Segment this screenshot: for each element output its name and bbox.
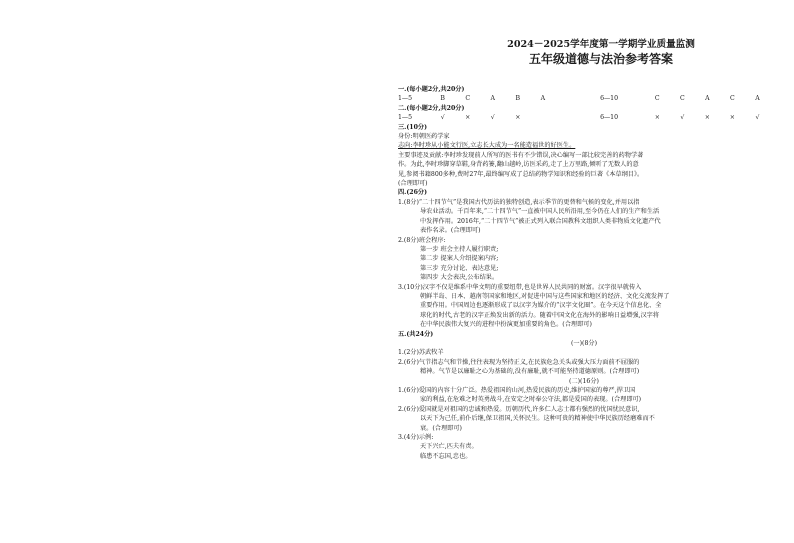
answer-cell: √	[755, 114, 760, 122]
answer-cell: B	[440, 95, 445, 103]
section-3-header: 三.(10分)	[398, 123, 427, 131]
answer-cell: C	[465, 95, 471, 103]
section-4-header: 四.(26分)	[398, 189, 427, 197]
range-label: 6—10	[600, 95, 619, 103]
text-line: 2.(6分)气节指志气和节操,往往表现为坚持正义,在民族危急关头或强大压力面前不屈服的	[398, 358, 640, 366]
answer-cell: C	[679, 95, 685, 103]
text-line: 重要作用。中国周边也逐渐形成了以汉字为媒介的“汉字文化圈”。在今天这个信息化、全	[420, 302, 662, 310]
answer-cell: C	[730, 95, 735, 103]
answer-cell: A	[755, 95, 760, 103]
part-2-header: (二)(16分)	[569, 377, 599, 385]
text-line: 导农业活动。千百年来,“二十四节气”一直被中国人民所沿用,至今仍在人们的生产和生活	[420, 208, 660, 216]
step-line: 第三步 充分讨论、表达意见;	[420, 264, 499, 272]
text-line: 中发挥作用。2016年,“二十四节气”被正式列入联合国教科文组织人类非物质文化遗产代	[420, 217, 661, 225]
text-line: (合理即可)	[398, 180, 428, 188]
text-line: 表作名录。(合理即可)	[420, 227, 481, 235]
range-label: 6—10	[600, 114, 619, 122]
section-2-answers	[398, 113, 770, 122]
text-line: 1.(6分)爱国的内容十分广泛。热爱祖国的山河,热爱民族的历史,维护国家的尊严,捍卫国	[398, 387, 636, 394]
section-1-header: 一.(每小题2分,共20分)	[398, 86, 465, 93]
text-line: 3.(4分)示例:	[398, 434, 434, 442]
example-line: 临患不忘国,忠也。	[420, 452, 472, 460]
range-label: 1—5	[398, 114, 413, 122]
document-subtitle: 五年级道德与法治参考答案	[528, 52, 673, 66]
answer-content	[398, 38, 770, 461]
answer-cell: ×	[729, 114, 735, 122]
text-line: 在中华民族伟大复兴的进程中扮演更加重要的角色。(合理即可)	[420, 321, 592, 329]
answer-cell: ×	[704, 114, 710, 122]
answer-cell: ×	[654, 114, 660, 122]
answer-cell: √	[440, 114, 445, 122]
section-5-header: 五.(共24分)	[398, 330, 434, 338]
text-line: 3.(10分)汉字不仅是维系中华文明的重要纽带,也是世界人民共同的财富。汉字很早就传入	[398, 283, 642, 291]
text-line: 主要事迹及贡献:李时珍发现前人所写的医书有不少错误,决心编写一部比较完善的药物学著	[398, 151, 644, 159]
step-line: 第一步 班会主持人履行职责;	[420, 245, 499, 253]
range-label: 1—5	[398, 95, 413, 103]
answer-cell: B	[515, 95, 521, 103]
answer-cell: A	[705, 95, 710, 103]
answer-cell: A	[490, 95, 495, 103]
answer-cell: ×	[515, 114, 521, 122]
answer-cell: C	[654, 95, 660, 103]
text-line: 作。为此,李时珍脚穿草鞋,身背药篓,翻山越岭,访医采药,走了上万里路,倾听了无数人的意	[398, 161, 639, 169]
answer-cell: ×	[465, 114, 471, 122]
ambition-line: 志向:李时珍从小能文行医,立志长大成为一名能造福世的好医生。	[398, 142, 576, 150]
identity-line: 身份:明朝医药学家	[398, 133, 450, 141]
answer-cell: √	[680, 114, 685, 122]
document-title: 2024－2025学年度第一学期学业质量监测	[507, 39, 695, 50]
text-line: 家的利益,在危难之时英勇战斗,在安定之时奉公守法,都是爱国的表现。(合理即可)	[420, 396, 642, 404]
section-2-header: 二.(每小题2分,共20分)	[398, 104, 465, 112]
text-line: 球化的时代,古老的汉字正焕发出新的活力。随着中国文化在海外的影响日益增强,汉字将	[420, 311, 660, 319]
text-line: 2.(6分)爱国就是对祖国的忠诚和热爱。历朝历代,许多仁人志士都有强烈的忧国忧民意识,	[398, 405, 640, 413]
step-line: 第四步 大会表决,公布结果。	[420, 274, 499, 282]
text-line: 朝鲜半岛、日本、越南等国家和地区,对促进中国与这些国家和地区的经济、文化交流发挥了	[420, 292, 670, 300]
text-line: 以天下为己任,前仆后继,保卫祖国,关怀民生。这种可贵的精神使中华民族历经磨难而不	[420, 415, 655, 423]
text-line: 1.(2分)苏武牧羊	[398, 349, 444, 357]
answer-cell	[530, 113, 555, 122]
answer-cell: A	[540, 95, 546, 103]
step-line: 第二步 提案人介绍提案内容;	[420, 255, 499, 263]
text-line: 精神。气节是以廉耻之心为基础的,没有廉耻,就不可能坚持道德原则。(合理即可)	[420, 368, 640, 376]
part-1-header: (一)(8分)	[571, 339, 597, 347]
text-line: 2.(8分)班会程序:	[398, 236, 446, 244]
answer-cell: √	[490, 114, 495, 122]
example-line: 天下兴亡,匹夫有责。	[420, 443, 478, 451]
text-line: 衰。(合理即可)	[420, 424, 462, 432]
text-line: 见,参阅书籍800多种,费时27年,最终编写成了总结药物学知识和经验的巨著《本草纲目》。	[398, 170, 644, 178]
text-line: 1.(8分)“二十四节气”是我国古代历法的独特创造,表示季节的更替和气候的变化,并用以指	[398, 198, 640, 206]
section-1-answers	[398, 94, 770, 103]
